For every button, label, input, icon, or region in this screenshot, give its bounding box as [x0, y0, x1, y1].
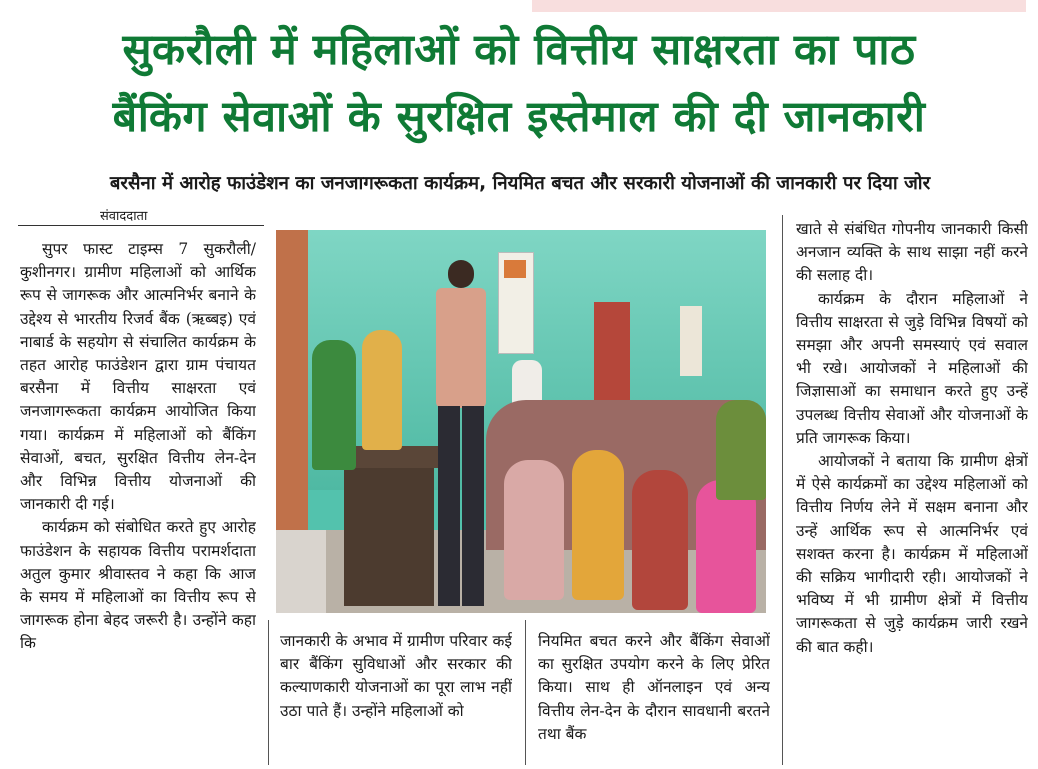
paragraph: नियमित बचत करने और बैंकिंग सेवाओं का सुरक्षित उपयोग करने के लिए प्रेरित किया। साथ ही ऑनलाइन एवं अन्य वित्तीय लेन-देन के दौरान सावधानी बरतने तथा बैंक — [538, 632, 770, 743]
person-orange-saree — [572, 450, 624, 600]
speaker-shirt — [436, 288, 486, 408]
article-column-4 — [796, 218, 1028, 764]
article-column-2 — [280, 630, 512, 764]
headline-line-1: सुकरौली में महिलाओं को वित्तीय साक्षरता का पाठ — [122, 25, 916, 75]
top-banner-strip — [532, 0, 1026, 12]
speaker-leg — [462, 406, 484, 606]
desk-body — [344, 468, 434, 606]
column-divider — [268, 620, 269, 765]
column-divider — [525, 620, 526, 765]
article-column-3 — [538, 630, 770, 764]
poster-graphic — [504, 260, 526, 278]
person-yellow-saree — [362, 330, 402, 450]
paragraph: सुपर फास्ट टाइम्स 7 सुकरौली/कुशीनगर। ग्रामीण महिलाओं को आर्थिक रूप से जागरूक और आत्मनिर्भर बनाने के उद्देश्य से भारतीय रिजर्व बैंक (ऋब्बइ) एवं नाबार्ड के सहयोग से संचालित कार्यक्रम के तहत आरोह फाउंडेशन द्वारा ग्राम पंचायत बरसैना में वित्तीय साक्षरता एवं जनजागरूकता कार्यक्रम आयोजित किया गया। कार्यक्रम में महिलाओं को बैंकिंग सेवाओं, बचत, सुरक्षित वित्तीय लेन-देन और विभिन्न वित्तीय योजनाओं की जानकारी दी गई। — [20, 240, 256, 514]
door — [594, 302, 630, 406]
paragraph: जानकारी के अभाव में ग्रामीण परिवार कई बार बैंकिंग सुविधाओं और सरकार की कल्याणकारी योजनाओं का पूरा लाभ नहीं उठा पाते हैं। उन्होंने महिलाओं को — [280, 632, 512, 720]
column-divider — [782, 215, 783, 765]
wall-poster-right — [680, 306, 702, 376]
subheadline: बरसैना में आरोह फाउंडेशन का जनजागरूकता कार्यक्रम, नियमित बचत और सरकारी योजनाओं की जानकारी पर दिया जोर — [109, 173, 931, 194]
speaker-leg — [438, 406, 460, 606]
paragraph: खाते से संबंधित गोपनीय जानकारी किसी अनजान व्यक्ति के साथ साझा नहीं करने की सलाह दी। — [796, 220, 1028, 285]
paragraph: कार्यक्रम को संबोधित करते हुए आरोह फाउंडेशन के सहायक वित्तीय परामर्शदाता अतुल कुमार श्रीवास्तव ने कहा कि आज के समय में महिलाओं का वित्तीय रूप से जागरूक होना बेहद जरूरी है। उन्होंने कहा कि — [20, 518, 256, 653]
news-photo — [276, 230, 766, 613]
person-green-saree — [312, 340, 356, 470]
person-pink-saree — [504, 460, 564, 600]
foreground-person — [276, 530, 326, 613]
article-column-1 — [20, 238, 256, 763]
headline-line-2: बैंकिंग सेवाओं के सुरक्षित इस्तेमाल की दी जानकारी — [112, 92, 926, 142]
paragraph: कार्यक्रम के दौरान महिलाओं ने वित्तीय साक्षरता से जुड़े विभिन्न विषयों को समझा और अपनी समस्याएं एवं सवाल भी रखे। आयोजकों ने महिलाओं की जिज्ञासाओं का समाधान करते हुए उन्हें उपलब्ध वित्तीय सेवाओं और योजनाओं के प्रति जागरूक किया। — [796, 289, 1028, 447]
paragraph: आयोजकों ने बताया कि ग्रामीण क्षेत्रों में ऐसे कार्यक्रमों का उद्देश्य महिलाओं को वित्तीय निर्णय लेने में सक्षम बनाना और उन्हें आर्थिक रूप से आत्मनिर्भर एवं सशक्त करना है। कार्यक्रम में महिलाओं की सक्रिय भागीदारी रही। आयोजकों ने भविष्य में भी ग्रामीण क्षेत्रों में वित्तीय जागरूकता से जुड़े कार्यक्रम जारी रखने की बात कही। — [796, 452, 1028, 656]
byline-divider — [18, 225, 264, 226]
person-olive-saree — [716, 400, 766, 500]
byline: संवाददाता — [100, 209, 148, 224]
speaker-head — [448, 260, 474, 288]
person-red-saree — [632, 470, 688, 610]
